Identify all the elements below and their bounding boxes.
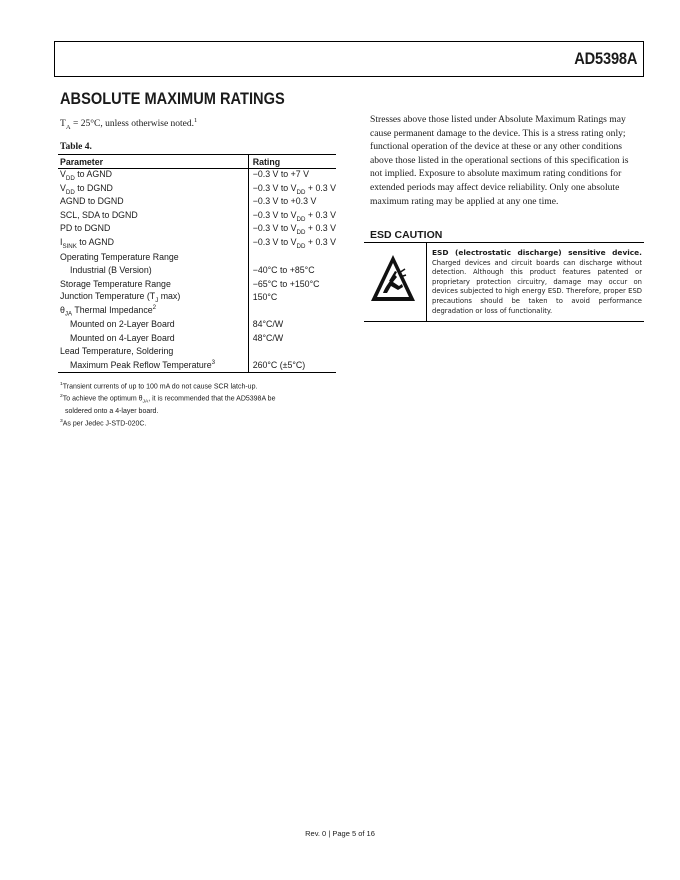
rating-cell: −0.3 V to +0.3 V <box>252 196 317 207</box>
param-cell: Storage Temperature Range <box>58 277 248 291</box>
table-row <box>58 345 336 359</box>
rating-cell: −0.3 V to +7 V <box>252 169 309 180</box>
esd-lead: ESD (electrostatic discharge) sensitive device. <box>432 248 642 257</box>
page-header <box>54 41 644 77</box>
esd-caution-text <box>432 248 642 316</box>
table-row <box>58 169 336 183</box>
footnote-2-continued: soldered onto a 4-layer board. <box>65 408 159 416</box>
param-cell: Industrial (B Version) <box>58 264 248 278</box>
table-row <box>58 237 336 251</box>
rating-cell: −0.3 V to $V_{DD} + 0.3$ V <box>252 236 336 250</box>
table-row <box>58 358 336 372</box>
table-row <box>58 210 336 224</box>
table-header-row <box>58 155 336 169</box>
footnote-3: $^3$As per Jedec J-STD-020C. <box>60 418 147 427</box>
rating-cell: 260°C (±5°C) <box>248 358 336 372</box>
table-row <box>58 183 336 197</box>
esd-divider <box>426 243 427 321</box>
esd-caution-box <box>364 242 644 322</box>
ratings-table <box>58 154 336 373</box>
table-footnotes <box>60 380 340 428</box>
table-row <box>58 250 336 264</box>
rating-cell <box>248 250 336 264</box>
table-row <box>58 318 336 332</box>
param-cell: $\theta_{JA}$ Thermal Impedance$^2$ <box>58 304 248 318</box>
param-cell: AGND to DGND <box>58 196 248 210</box>
esd-body: Charged devices and circuit boards can discharge without detection. Although this product features patented or proprietary protection circuitry, damage may occur on devices subjected to high energy ESD. Therefore, proper ESD precautions should be taken to avoid performance degradation or loss of functionality. <box>432 258 642 315</box>
rating-cell: −65°C to +150°C <box>252 278 320 289</box>
table-row <box>58 196 336 210</box>
param-cell: Maximum Peak Reflow Temperature$^3$ <box>58 358 248 372</box>
table-row <box>58 291 336 305</box>
page-footer: Rev. 0 | Page 5 of 16 <box>305 829 375 838</box>
rating-cell: 84°C/W <box>252 319 284 330</box>
param-cell: Mounted on 4-Layer Board <box>58 331 248 345</box>
section-title: ABSOLUTE MAXIMUM RATINGS <box>60 89 285 108</box>
param-cell: Lead Temperature, Soldering <box>58 345 248 359</box>
stress-paragraph: Stresses above those listed under Absolute Maximum Ratings may cause permanent damage to the device. This is a stress rating only; functional operation of the device at these or any other conditions above those listed in the operational sections of this specification is not implied. Exposure to absolute maximum rating conditions for extended periods may affect device reliability. Only one absolute maximum rating may be applied at any one time. <box>370 114 629 207</box>
param-cell: Junction Temperature ($T_J$ max) <box>58 291 248 305</box>
param-cell: Operating Temperature Range <box>58 250 248 264</box>
esd-caution-heading: ESD CAUTION <box>370 229 443 241</box>
ta-note: $T_A = 25^\circ C$, unless otherwise noted.$^1$ <box>60 117 198 132</box>
table-row <box>58 223 336 237</box>
table-row <box>58 304 336 318</box>
table-row <box>58 331 336 345</box>
rating-cell: −40°C to +85°C <box>252 265 315 276</box>
esd-warning-icon <box>369 253 417 305</box>
table-row <box>58 264 336 278</box>
footnote-2: $^2$To achieve the optimum $\theta_{JA}$, it is recommended that the AD5398A be <box>60 393 276 405</box>
rating-cell <box>248 345 336 359</box>
table-caption: Table 4. <box>60 142 92 152</box>
rating-cell: −0.3 V to $V_{DD} + 0.3$ V <box>252 223 336 237</box>
param-cell: $V_{DD}$ to AGND <box>58 169 248 183</box>
param-cell: PD to DGND <box>58 223 248 237</box>
param-cell: SCL, SDA to DGND <box>58 210 248 224</box>
param-cell: $V_{DD}$ to DGND <box>58 183 248 197</box>
part-number: AD5398A <box>574 49 637 68</box>
rating-cell: 150°C <box>252 292 278 303</box>
param-cell: Mounted on 2-Layer Board <box>58 318 248 332</box>
table-row <box>58 277 336 291</box>
param-cell: $I_{SINK}$ to AGND <box>58 237 248 251</box>
rating-cell: 48°C/W <box>252 332 284 343</box>
rating-cell: −0.3 V to $V_{DD} + 0.3$ V <box>252 182 336 196</box>
header-parameter: Parameter <box>58 155 248 169</box>
footnote-1: $^1$Transient currents of up to 100 mA do not cause SCR latch-up. <box>60 382 258 391</box>
rating-cell <box>248 304 336 318</box>
rating-cell: −0.3 V to $V_{DD} + 0.3$ V <box>252 209 336 223</box>
header-rating: Rating <box>248 155 336 169</box>
